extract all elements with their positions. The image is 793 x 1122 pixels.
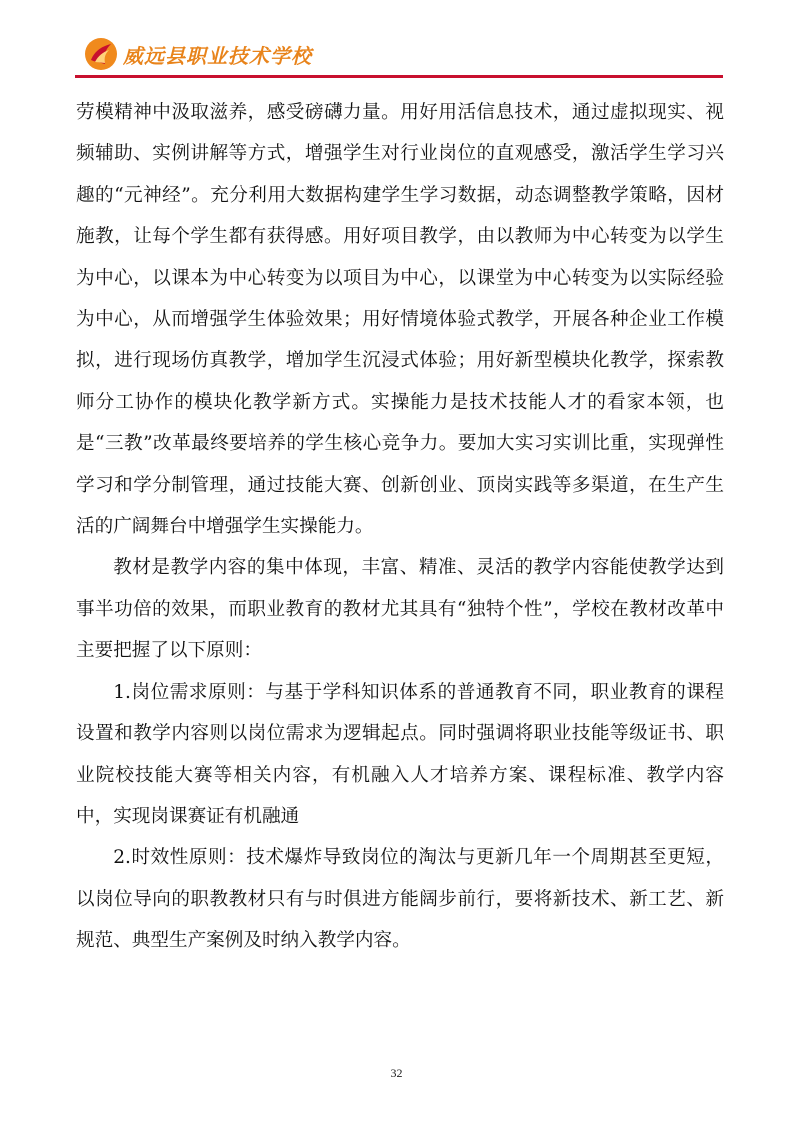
paragraph-2: 教材是教学内容的集中体现，丰富、精准、灵活的教学内容能使教学达到事半功倍的效果，而职业教育的教材尤其具有“独特个性”，学校在教材改革中主要把握了以下原则： [76,557,724,662]
paragraph-3: 1.岗位需求原则：与基于学科知识体系的普通教育不同，职业教育的课程设置和教学内容则以岗位需求为逻辑起点。同时强调将职业技能等级证书、职业院校技能大赛等相关内容，有机融入人才培养方案、课程标准、教学内容中，实现岗课赛证有机融通 [76,681,724,827]
school-flame-logo-icon [83,36,119,72]
document-body [76,92,724,962]
paragraph-1: 劳模精神中汲取滋养，感受磅礴力量。用好用活信息技术，通过虚拟现实、视频辅助、实例讲解等方式，增强学生对行业岗位的直观感受，激活学生学习兴趣的“元神经”。充分利用大数据构建学生学习数据，动态调整教学策略，因材施教，让每个学生都有获得感。用好项目教学，由以教师为中心转变为以学生为中心，以课本为中心转变为以项目为中心，以课堂为中心转变为以实际经验为中心，从而增强学生体验效果；用好情境体验式教学，开展各种企业工作模拟，进行现场仿真教学，增加学生沉浸式体验；用好新型模块化教学，探索教师分工协作的模块化教学新方式。实操能力是技术技能人才的看家本领，也是“三教”改革最终要培养的学生核心竞争力。要加大实习实训比重，实现弹性学习和学分制管理，通过技能大赛、创新创业、顶岗实践等多渠道，在生产生活的广阔舞台中增强学生实操能力。 [76,102,724,538]
page-number: 32 [390,1066,403,1080]
page-header [83,36,723,80]
school-name: 威远县职业技术学校 [123,44,312,68]
header-rule [75,75,723,78]
paragraph-4: 2.时效性原则：技术爆炸导致岗位的淘汰与更新几年一个周期甚至更短，以岗位导向的职教教材只有与时俱进方能阔步前行，要将新技术、新工艺、新规范、典型生产案例及时纳入教学内容。 [76,847,724,952]
